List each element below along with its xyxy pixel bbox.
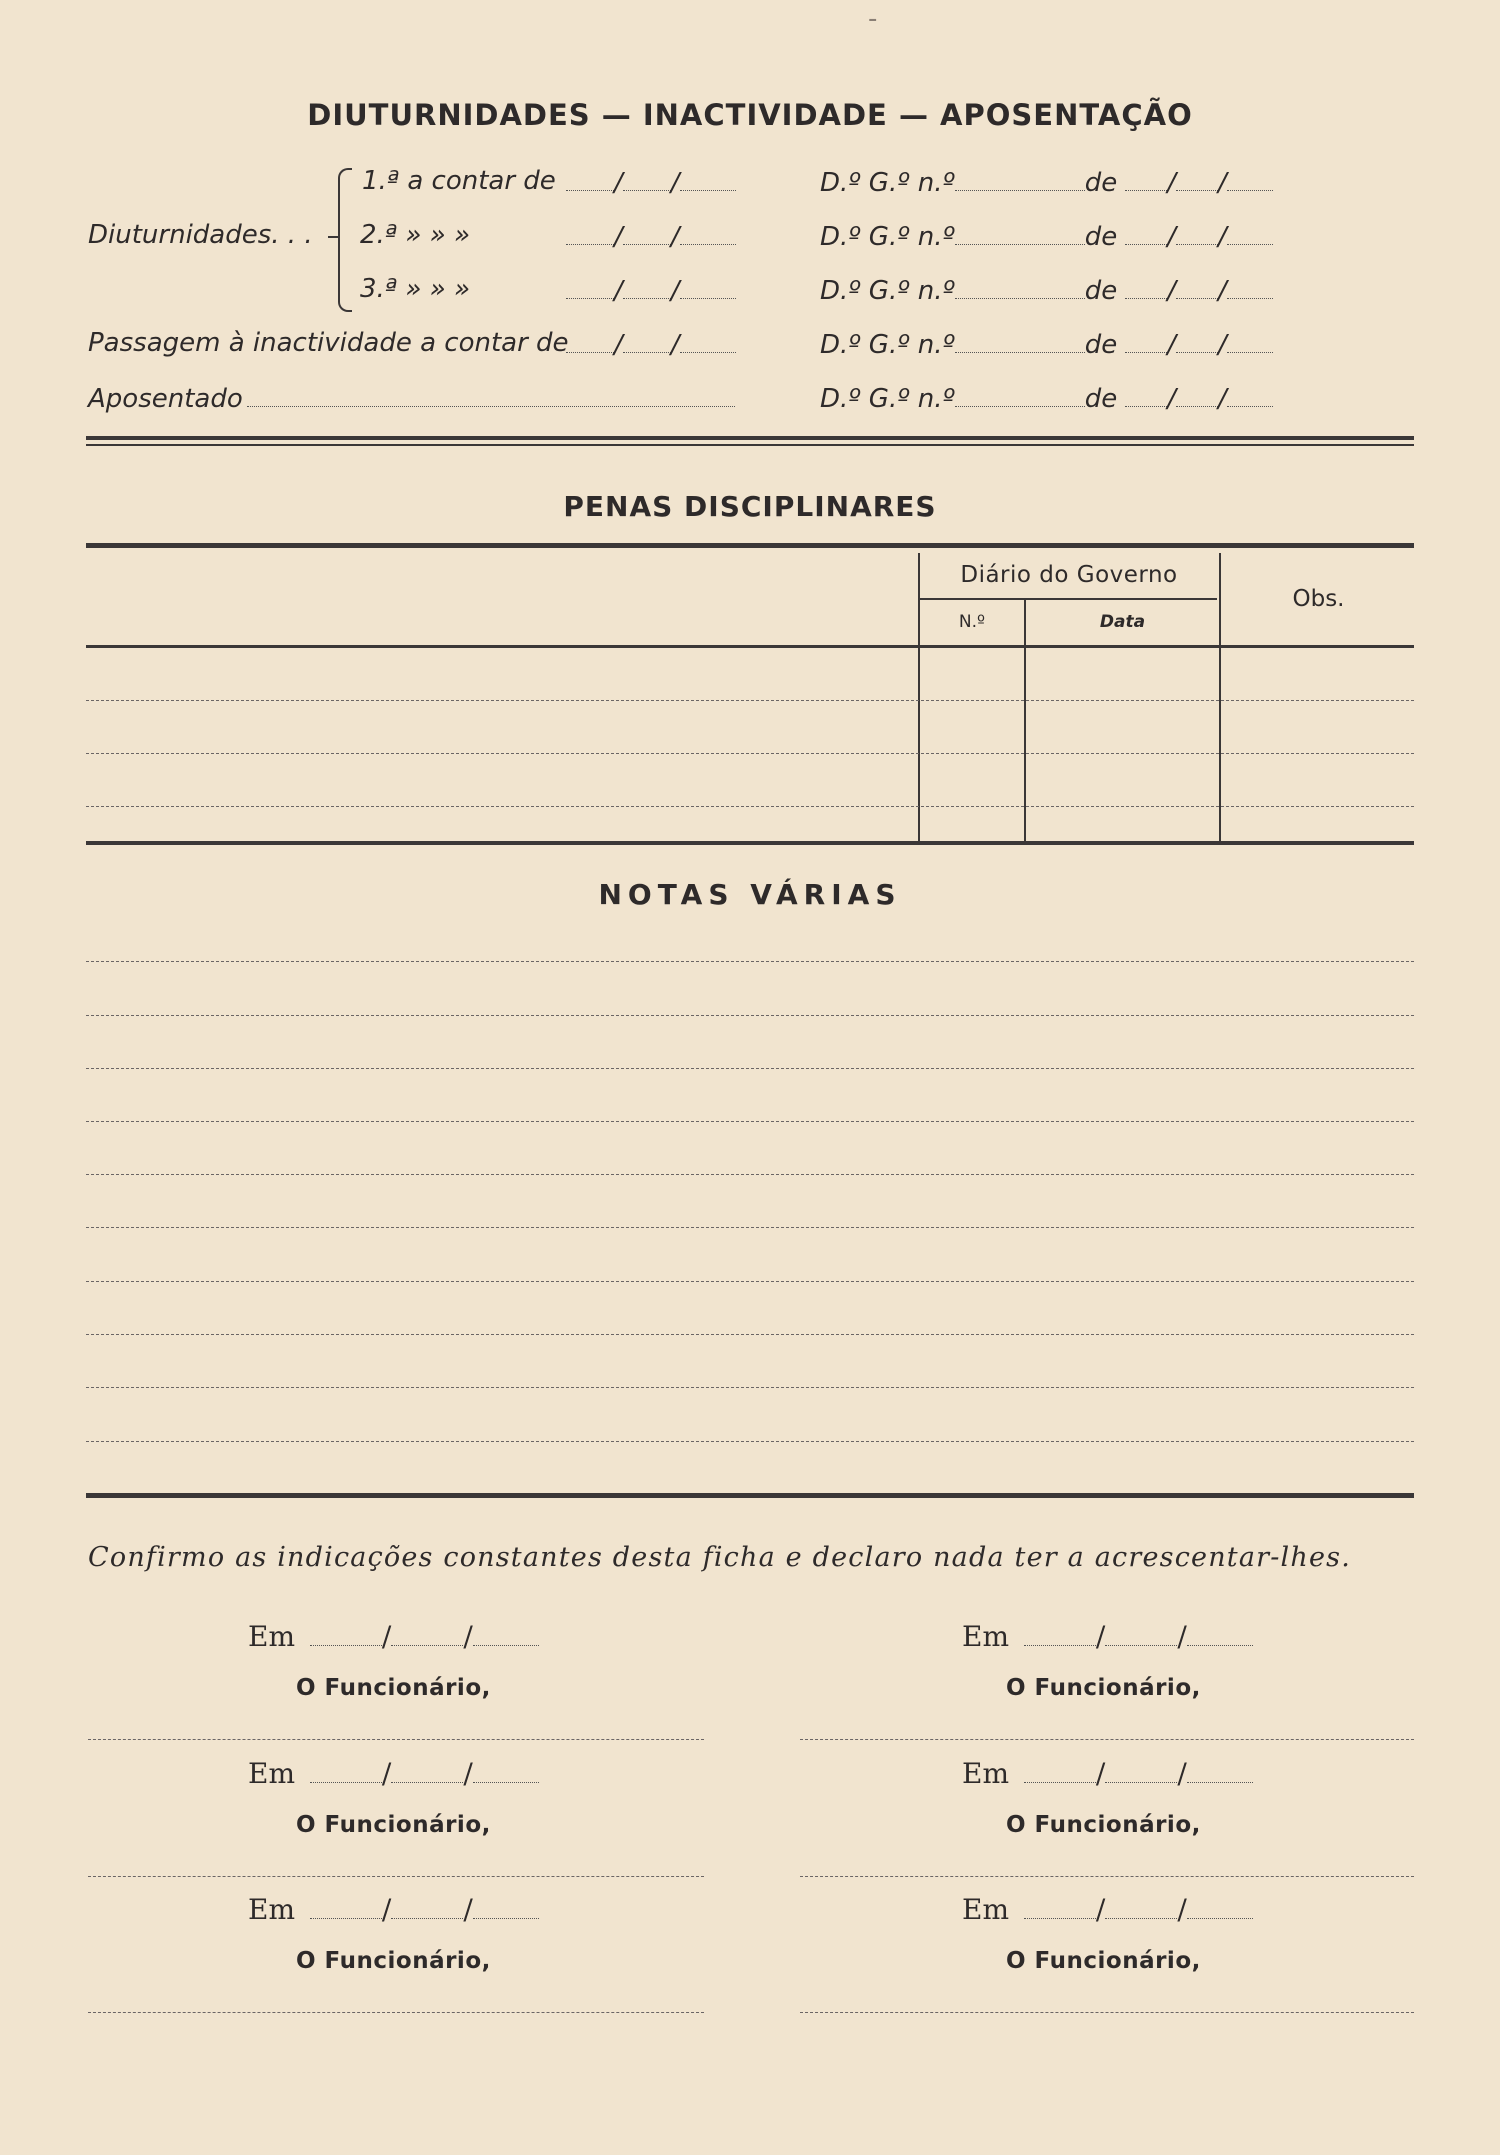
row1-dg: D.º G.º n.º de / /: [820, 166, 1273, 198]
penas-header-rule: [86, 645, 1414, 648]
sig-right-3-label: O Funcionário,: [1006, 1948, 1201, 1974]
row1-label: 1.ª a contar de: [362, 166, 556, 196]
aposentado-dg-number-field[interactable]: [955, 382, 1085, 407]
col-header-data: Data: [1099, 612, 1146, 632]
penas-line-2[interactable]: [86, 753, 1414, 754]
aposentado-field[interactable]: [247, 382, 735, 407]
sig-right-1-line[interactable]: [800, 1739, 1414, 1740]
sig-left-1-line[interactable]: [88, 1739, 704, 1740]
sig-left-1-date: Em / /: [248, 1620, 539, 1653]
notas-line-8[interactable]: [86, 1334, 1414, 1335]
notas-bottom-rule: [86, 1493, 1414, 1498]
passagem-dg-number-field[interactable]: [955, 328, 1085, 353]
sig-right-1-date: Em / /: [962, 1620, 1253, 1653]
sig-left-2-line[interactable]: [88, 1876, 704, 1877]
passagem-label: Passagem à inactividade a contar de: [88, 328, 569, 358]
sig-left-3-label: O Funcionário,: [296, 1948, 491, 1974]
notas-line-6[interactable]: [86, 1227, 1414, 1228]
passagem-dg-date-field[interactable]: [1125, 328, 1167, 353]
diuturnidades-brace: [338, 168, 352, 312]
row1-dg-date-field[interactable]: [1125, 166, 1167, 191]
confirm-statement: Confirmo as indicações constantes desta ficha e declaro nada ter a acrescentar-lhes.: [88, 1542, 1351, 1573]
notas-line-9[interactable]: [86, 1387, 1414, 1388]
notas-line-7[interactable]: [86, 1281, 1414, 1282]
sig-left-2-label: O Funcionário,: [296, 1812, 491, 1838]
aposentado-dg-date-field[interactable]: [1125, 382, 1167, 407]
sig-right-2-date: Em / /: [962, 1757, 1253, 1790]
row2-label: 2.ª » » »: [360, 220, 470, 250]
section1-divider: [86, 436, 1414, 446]
section2-title: PENAS DISCIPLINARES: [563, 490, 937, 523]
aposentado-row: [88, 382, 735, 414]
row2-dg-date-field[interactable]: [1125, 220, 1167, 245]
notas-line-10[interactable]: [86, 1441, 1414, 1442]
penas-top-rule: [86, 543, 1414, 548]
row3-dg: D.º G.º n.º de / /: [820, 274, 1273, 306]
col-header-obs: Obs.: [1292, 586, 1345, 612]
aposentado-dg: D.º G.º n.º de / /: [820, 382, 1273, 414]
sig-right-3-date: Em / /: [962, 1893, 1253, 1926]
sig-right-1-label: O Funcionário,: [1006, 1675, 1201, 1701]
row3-label: 3.ª » » »: [360, 274, 470, 304]
diuturnidade-row-2: [360, 220, 470, 250]
diario-header: Diário do Governo: [960, 562, 1178, 588]
notas-line-3[interactable]: [86, 1068, 1414, 1069]
row3-date-field[interactable]: / /: [566, 274, 736, 306]
penas-col-divider-1: [918, 553, 920, 841]
sig-right-2-label: O Funcionário,: [1006, 1812, 1201, 1838]
section3-title: NOTAS VÁRIAS: [598, 878, 902, 911]
row2-dg: D.º G.º n.º de / /: [820, 220, 1273, 252]
diuturnidade-row-1: [362, 166, 556, 196]
sig-right-2-line[interactable]: [800, 1876, 1414, 1877]
section1-title: DIUTURNIDADES — INACTIVIDADE — APOSENTAÇÃO: [307, 98, 1193, 132]
sig-right-3-line[interactable]: [800, 2012, 1414, 2013]
penas-bottom-rule: [86, 841, 1414, 845]
row1-date-field[interactable]: / /: [566, 166, 736, 198]
brace-tip: [328, 236, 338, 238]
row3-dg-date-field[interactable]: [1125, 274, 1167, 299]
notas-line-5[interactable]: [86, 1174, 1414, 1175]
sig-left-3-date: Em / /: [248, 1893, 539, 1926]
notas-line-2[interactable]: [86, 1015, 1414, 1016]
diario-header-rule: [920, 598, 1217, 600]
penas-line-1[interactable]: [86, 700, 1414, 701]
sig-left-3-line[interactable]: [88, 2012, 704, 2013]
row3-dg-number-field[interactable]: [955, 274, 1085, 299]
col-header-no: N.º: [958, 612, 986, 632]
diuturnidades-label: Diuturnidades. . .: [88, 220, 313, 250]
passagem-date-field[interactable]: / /: [566, 328, 736, 360]
penas-line-3[interactable]: [86, 806, 1414, 807]
row2-date-field[interactable]: / /: [566, 220, 736, 252]
row2-dg-number-field[interactable]: [955, 220, 1085, 245]
aposentado-label: Aposentado: [88, 384, 243, 414]
row1-dg-number-field[interactable]: [955, 166, 1085, 191]
sig-left-2-date: Em / /: [248, 1757, 539, 1790]
diuturnidade-row-3: [360, 274, 470, 304]
page-mark: -: [868, 4, 878, 34]
notas-line-1[interactable]: [86, 961, 1414, 962]
notas-line-4[interactable]: [86, 1121, 1414, 1122]
sig-left-1-label: O Funcionário,: [296, 1675, 491, 1701]
passagem-row: [88, 328, 569, 358]
passagem-dg: D.º G.º n.º de / /: [820, 328, 1273, 360]
penas-col-divider-2: [1024, 600, 1026, 841]
